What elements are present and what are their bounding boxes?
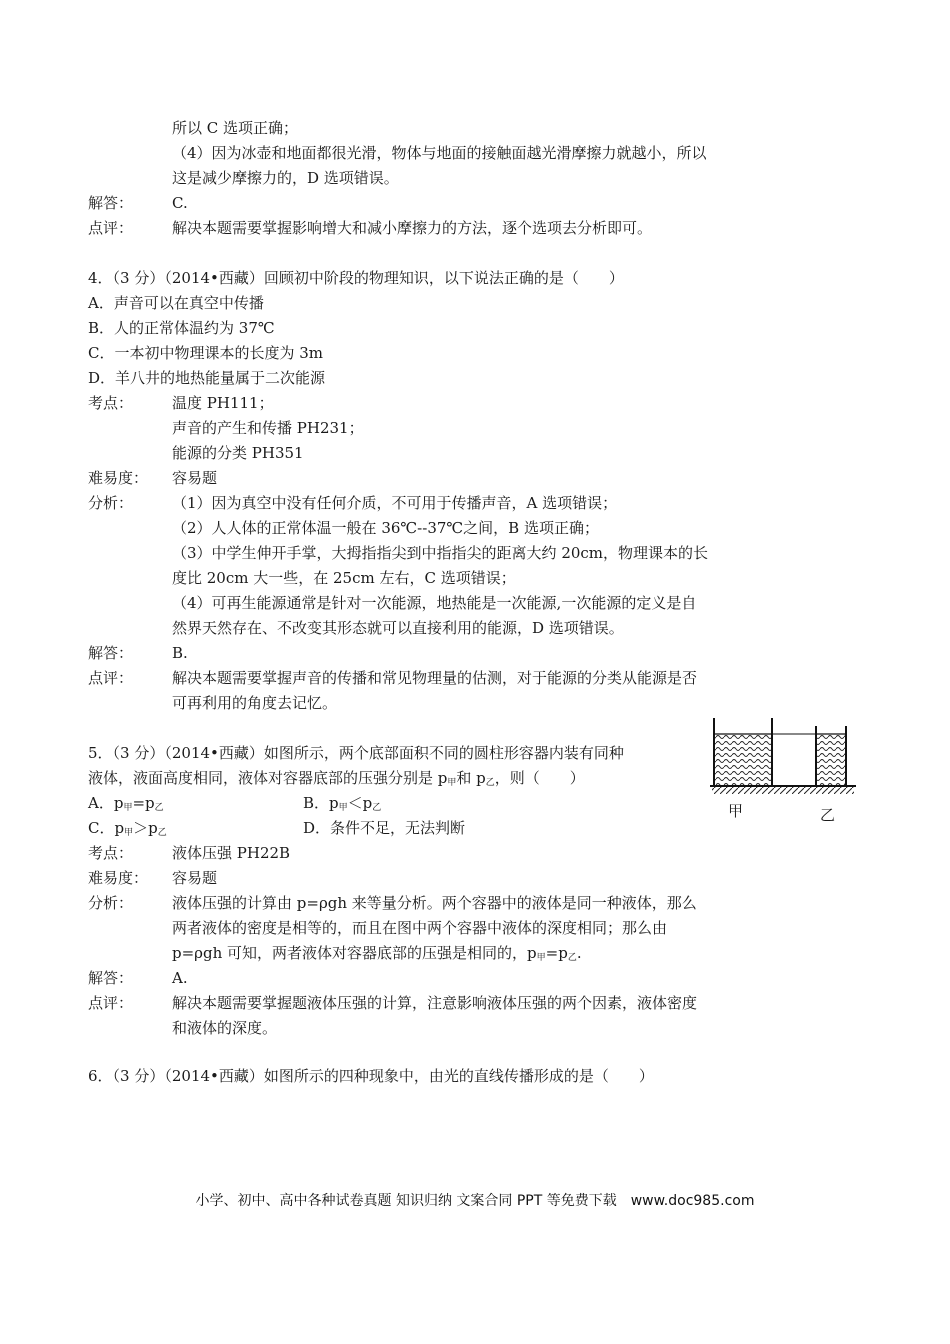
q5-fenxi-label: 分析： bbox=[88, 894, 134, 912]
q4-kaodian-3: 能源的分类 PH351 bbox=[172, 444, 304, 462]
q4-comment-2: 可再利用的角度去记忆。 bbox=[172, 694, 338, 712]
q5-kaodian: 液体压强 PH22B bbox=[172, 844, 291, 862]
q5-option-b: B．$p_甲<p_乙$ bbox=[303, 794, 382, 813]
q3-comment-label: 点评： bbox=[88, 219, 134, 237]
q5-comment-label: 点评： bbox=[88, 994, 134, 1012]
q3-answer-label: 解答： bbox=[88, 194, 134, 212]
q3-line1: 所以 C 选项正确； bbox=[172, 119, 299, 137]
q5-nandu: 容易题 bbox=[172, 869, 218, 887]
q5-fenxi-1: 液体压强的计算由 p=ρgh 来等量分析。两个容器中的液体是同一种液体，那么 bbox=[172, 894, 697, 912]
q6-stem: 6．（3 分）（2014•西藏）如图所示的四种现象中，由光的直线传播形成的是（ ） bbox=[88, 1067, 654, 1085]
q5-fenxi-3: p=ρgh 可知，两者液体对容器底部的压强是相同的，$p_甲=p_乙$. bbox=[172, 944, 582, 963]
q5-nandu-label: 难易度： bbox=[88, 869, 149, 887]
q5-fenxi-2: 两者液体的密度是相等的，而且在图中两个容器中液体的深度相同；那么由 bbox=[172, 919, 668, 937]
q4-fenxi-4: 度比 20cm 大一些，在 25cm 左右，C 选项错误； bbox=[172, 569, 516, 587]
q5-answer-label: 解答： bbox=[88, 969, 134, 987]
figure-label-yi: 乙 bbox=[820, 806, 836, 824]
q4-answer-label: 解答： bbox=[88, 644, 134, 662]
ground-hatch bbox=[712, 786, 854, 794]
q4-option-c: C．一本初中物理课本的长度为 3m bbox=[88, 344, 324, 362]
q5-comment-2: 和液体的深度。 bbox=[172, 1019, 278, 1037]
q4-fenxi-2: （2）人人体的正常体温一般在 36℃--37℃之间，B 选项正确； bbox=[172, 519, 599, 537]
q4-kaodian-1: 温度 PH111； bbox=[172, 394, 274, 412]
containers-diagram bbox=[708, 716, 858, 806]
q3-line3: 这是减少摩擦力的，D 选项错误。 bbox=[172, 169, 399, 187]
q3-line2: （4）因为冰壶和地面都很光滑，物体与地面的接触面越光滑摩擦力就越小，所以 bbox=[172, 144, 707, 162]
q4-fenxi-5: （4）可再生能源通常是针对一次能源，地热能是一次能源,一次能源的定义是自 bbox=[172, 594, 697, 612]
figure-label-jia: 甲 bbox=[728, 802, 744, 820]
q4-fenxi-6: 然界天然存在、不改变其形态就可以直接利用的能源，D 选项错误。 bbox=[172, 619, 624, 637]
q4-fenxi-label: 分析： bbox=[88, 494, 134, 512]
q4-comment-1: 解决本题需要掌握声音的传播和常见物理量的估测，对于能源的分类从能源是否 bbox=[172, 669, 698, 687]
q5-comment-1: 解决本题需要掌握题液体压强的计算，注意影响液体压强的两个因素，液体密度 bbox=[172, 994, 698, 1012]
left-container-liquid bbox=[715, 734, 771, 785]
q5-stem-1: 5．（3 分）（2014•西藏）如图所示，两个底部面积不同的圆柱形容器内装有同种 bbox=[88, 744, 624, 762]
q5-option-a: A．$p_甲=p_乙$ bbox=[88, 794, 164, 813]
page-footer: 小学、初中、高中各种试卷真题 知识归纳 文案合同 PPT 等免费下载 www.doc985.com bbox=[195, 1193, 755, 1209]
right-container-liquid bbox=[817, 734, 845, 785]
q4-kaodian-label: 考点： bbox=[88, 394, 134, 412]
q4-option-b: B．人的正常体温约为 37℃ bbox=[88, 319, 275, 337]
q4-nandu: 容易题 bbox=[172, 469, 218, 487]
q4-stem: 4．（3 分）（2014•西藏）回顾初中阶段的物理知识，以下说法正确的是（ ） bbox=[88, 269, 624, 287]
q5-kaodian-label: 考点： bbox=[88, 844, 134, 862]
q4-fenxi-3: （3）中学生伸开手掌，大拇指指尖到中指指尖的距离大约 20cm，物理课本的长 bbox=[172, 544, 709, 562]
q4-kaodian-2: 声音的产生和传播 PH231； bbox=[172, 419, 364, 437]
q5-answer: A. bbox=[172, 969, 188, 987]
q4-answer: B. bbox=[172, 644, 188, 662]
q3-answer: C. bbox=[172, 194, 188, 212]
q5-stem-2: 液体，液面高度相同，液体对容器底部的压强分别是 $p_甲$和 $p_乙$，则（ ） bbox=[88, 769, 585, 788]
q3-comment: 解决本题需要掌握影响增大和减小摩擦力的方法，逐个选项去分析即可。 bbox=[172, 219, 653, 237]
q4-option-a: A．声音可以在真空中传播 bbox=[88, 294, 264, 312]
q4-comment-label: 点评： bbox=[88, 669, 134, 687]
q4-nandu-label: 难易度： bbox=[88, 469, 149, 487]
q4-fenxi-1: （1）因为真空中没有任何介质，不可用于传播声音，A 选项错误； bbox=[172, 494, 618, 512]
q5-containers-figure bbox=[708, 716, 858, 826]
q4-option-d: D．羊八井的地热能量属于二次能源 bbox=[88, 369, 326, 387]
q5-option-c: C．$p_甲>p_乙$ bbox=[88, 819, 167, 838]
q5-option-d: D．条件不足，无法判断 bbox=[303, 819, 466, 837]
